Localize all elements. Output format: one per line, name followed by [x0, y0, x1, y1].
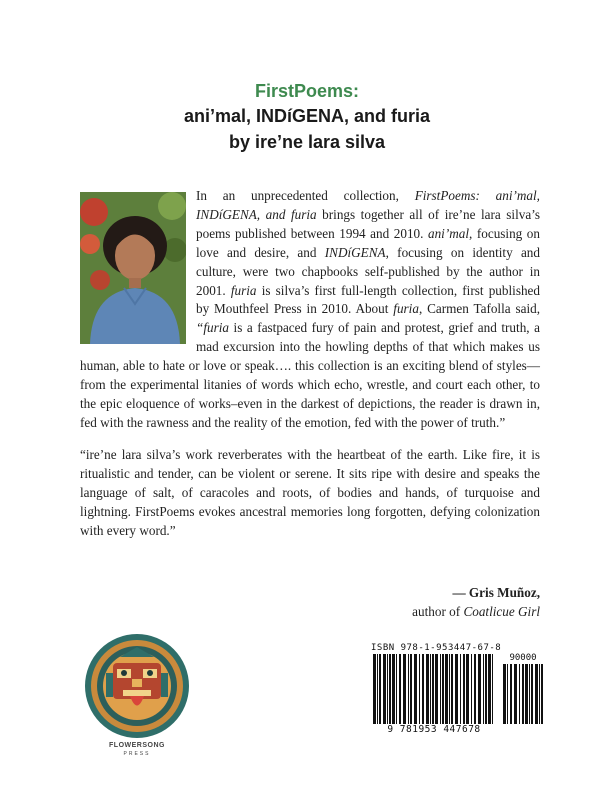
blurb-text: “ire’ne lara silva’s work reverberates with the heartbeat of the earth. Like fire, it is ritualistic and tender, can be violent or serene. It sits ripe with desire and speaks the language of salt, of caracoles and roots, of bodies and hands, of turquoise and lightning. FirstPoems evokes ancestral memories long forgotten, defying colonization with every word.” [80, 447, 540, 538]
attribution-source: author of Coatlicue Girl [412, 604, 540, 619]
flowersong-logo-icon [80, 633, 194, 757]
isbn-label: ISBN 978-1-953447-67-8 [371, 643, 502, 653]
blurb-attribution [412, 583, 540, 621]
author-photo [80, 192, 186, 344]
isbn-barcode [369, 640, 547, 740]
ean-bars [373, 654, 495, 724]
addon-digits: 90000 [509, 653, 537, 663]
ean-digits: 9 781953 447678 [387, 724, 481, 735]
author-byline: by ire’ne lara silva [228, 132, 386, 152]
addon-bars [503, 664, 543, 724]
series-title: FirstPoems: [254, 81, 360, 101]
title-block [0, 80, 614, 155]
description-block: In an unprecedented collection, FirstPoems: ani’mal, INDíGENA, and furia brings together all of ire’ne lara silva’s poems published between 1994 and 2010. ani’mal, focusing on love and desire, and INDíGENA, focusing on identity and culture, were two chapbooks self-published by the author in 2001. furia is silva’s first full-length collection, first published by Mouthfeel Press in 2010. About furia, Carmen Tafolla said, “furia is a fastpaced fury of pain and protest, grief and truth, a mad excursion into the howling depths of that which makes us human, able to hate or love or speak…. this collection is an exciting blend of styles—from the experimental litanies of words which echo, wrestle, and court each other, to the epic eloquence of works–even in the darkest of depictions, the reader is drawn in, fed with the rawness and the reality of the emotion, fed with the power of truth.” [80, 188, 541, 430]
book-subtitle: ani’mal, INDíGENA, and furia [183, 106, 431, 126]
publisher-name: FLOWERSONG PRESS [109, 742, 165, 757]
author-portrait-image [80, 192, 186, 344]
attribution-name: — Gris Muñoz, [452, 585, 540, 600]
blurb-quote [80, 446, 540, 541]
